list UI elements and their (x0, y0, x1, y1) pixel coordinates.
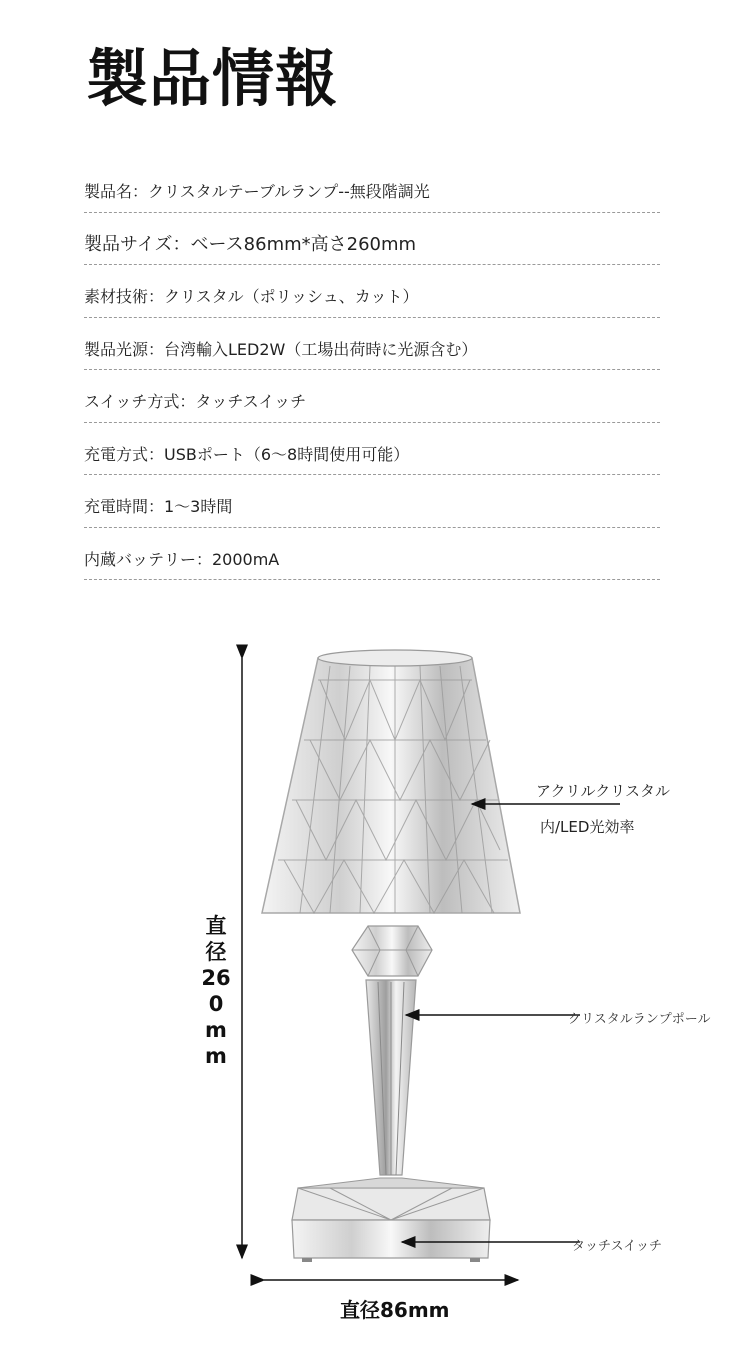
spec-list (84, 160, 660, 580)
shade-sublabel: 内/LED光効率 (540, 818, 635, 836)
spec-charging-method: 充電方式：USBポート（6～8時間使用可能） (84, 423, 660, 476)
page-title: 製品情報 (86, 42, 339, 115)
spec-product-size: 製品サイズ：ベース86mm*高さ260mm (84, 213, 660, 266)
switch-label: タッチスイッチ (572, 1239, 662, 1254)
spec-material: 素材技術：クリスタル（ポリッシュ、カット） (84, 265, 660, 318)
spec-charging-time: 充電時間：1～3時間 (84, 475, 660, 528)
spec-battery: 内蔵バッテリー：2000mA (84, 528, 660, 581)
spec-light-source: 製品光源：台湾輸入LED2W（工場出荷時に光源含む） (84, 318, 660, 371)
shade-label: アクリルクリスタル (536, 782, 670, 800)
lamp-pole (366, 980, 416, 1175)
spec-product-name: 製品名：クリスタルテーブルランプ--無段階調光 (84, 160, 660, 213)
lamp-shade (262, 650, 520, 913)
lamp-base (292, 1178, 490, 1262)
height-label: 直径260mm (201, 914, 231, 1068)
spec-switch-type: スイッチ方式：タッチスイッチ (84, 370, 660, 423)
lamp-diagram (0, 630, 750, 1350)
width-label: 直径86mm (340, 1298, 450, 1322)
pole-label: クリスタルランプポール (568, 1012, 711, 1027)
crystal-knob (352, 926, 432, 976)
